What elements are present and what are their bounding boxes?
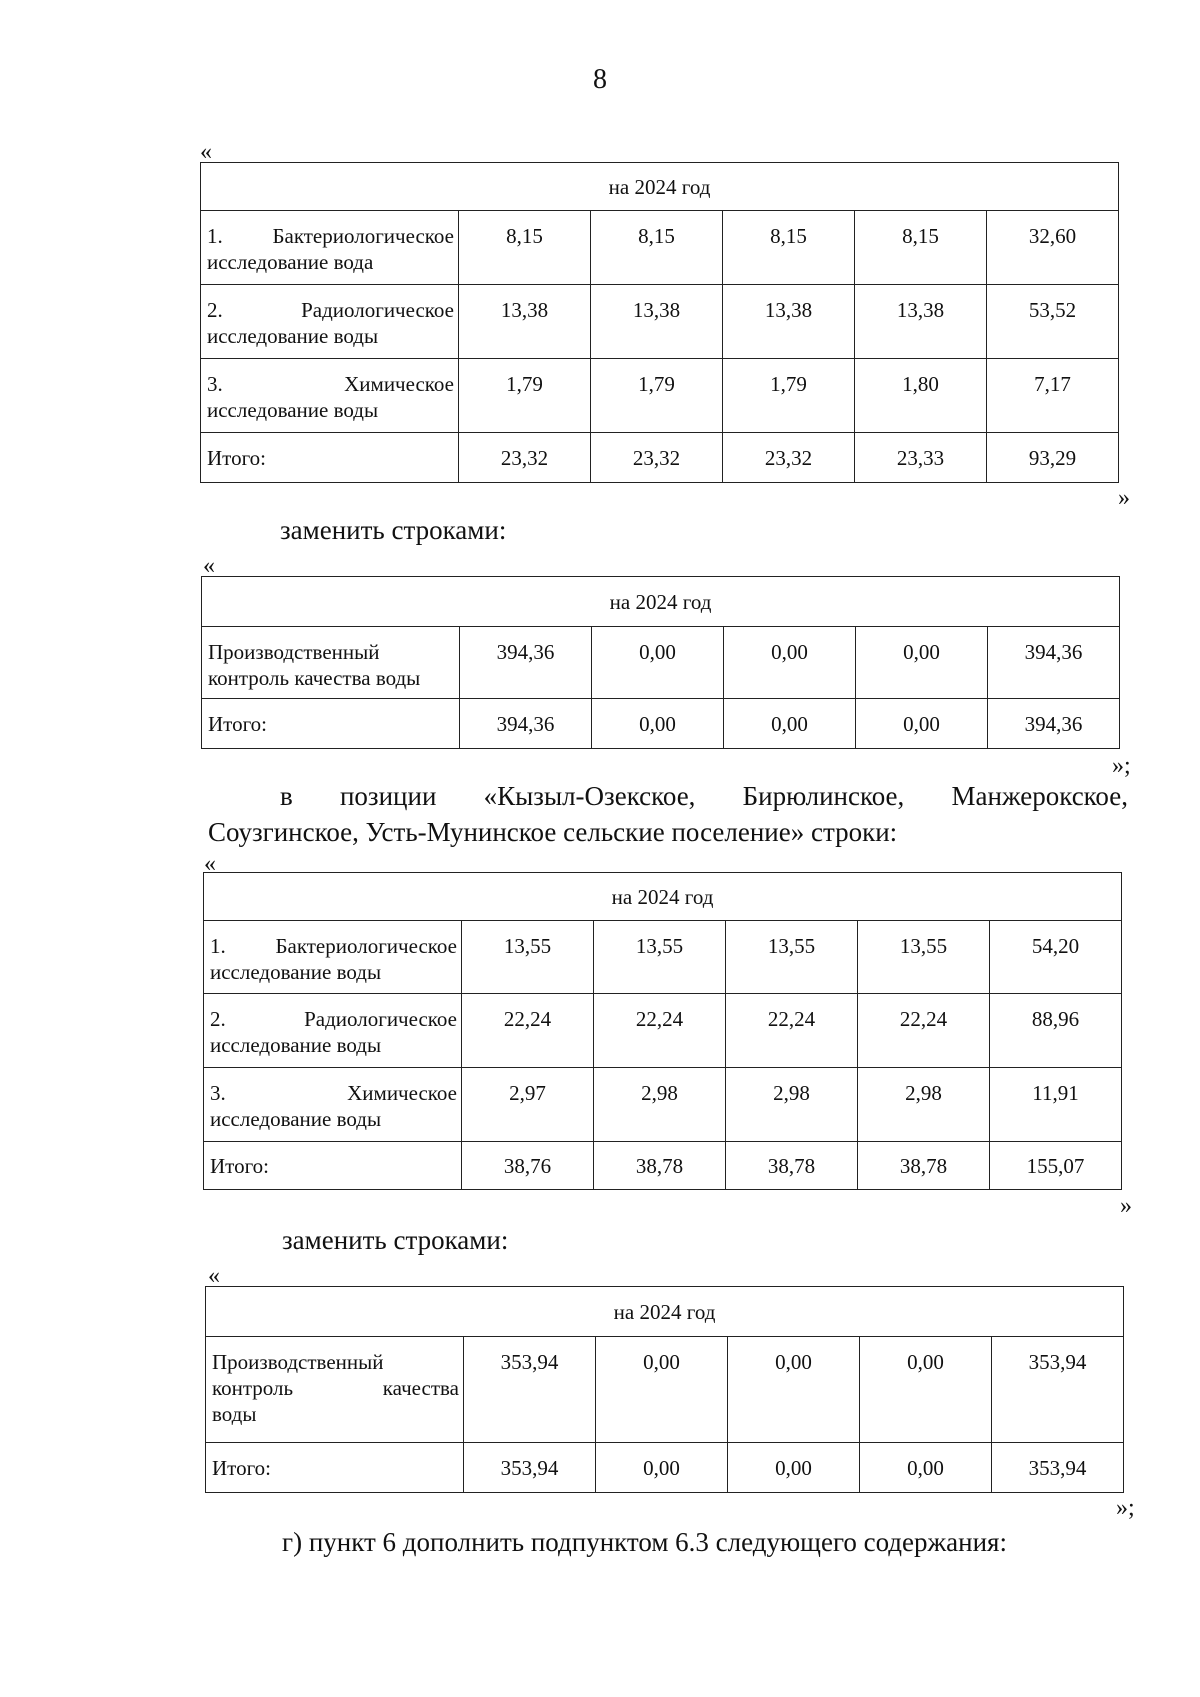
table-row	[202, 627, 1120, 699]
cell-value: 2,98	[726, 1068, 858, 1142]
opening-quote: «	[204, 851, 216, 877]
page-number: 8	[593, 64, 607, 95]
table-row	[201, 285, 1119, 359]
table-total-row	[204, 1142, 1122, 1190]
cell-value: 394,36	[460, 627, 592, 699]
table-header: на 2024 год	[204, 873, 1122, 921]
table-water-control-new-1	[201, 576, 1120, 749]
table-header: на 2024 год	[202, 577, 1120, 627]
total-value: 353,94	[464, 1443, 596, 1493]
total-value: 0,00	[860, 1443, 992, 1493]
cell-value: 1,79	[591, 359, 723, 433]
table-header: на 2024 год	[201, 163, 1119, 211]
cell-value: 353,94	[992, 1337, 1124, 1443]
row-name: 2. Радиологическое исследование воды	[204, 994, 462, 1068]
opening-quote: «	[200, 139, 212, 165]
cell-value: 0,00	[728, 1337, 860, 1443]
cell-value: 8,15	[723, 211, 855, 285]
cell-value: 2,98	[594, 1068, 726, 1142]
cell-value: 13,55	[726, 921, 858, 994]
table-row	[204, 921, 1122, 994]
cell-value: 1,79	[723, 359, 855, 433]
table-water-control-new-2	[205, 1286, 1124, 1493]
closing-quote: »	[1118, 485, 1130, 511]
total-label: Итого:	[202, 699, 460, 749]
cell-value: 13,55	[594, 921, 726, 994]
cell-value: 1,79	[459, 359, 591, 433]
cell-value: 394,36	[988, 627, 1120, 699]
total-value: 23,32	[723, 433, 855, 483]
table-header: на 2024 год	[206, 1287, 1124, 1337]
total-value: 23,32	[459, 433, 591, 483]
row-name: 3. Химическое исследование воды	[201, 359, 459, 433]
total-label: Итого:	[206, 1443, 464, 1493]
opening-quote: «	[208, 1263, 220, 1289]
row-name: 2. Радиологическое исследование воды	[201, 285, 459, 359]
row-name: Производственный контроль качества воды	[202, 627, 460, 699]
total-value: 38,78	[594, 1142, 726, 1190]
table-row	[204, 994, 1122, 1068]
cell-value: 8,15	[591, 211, 723, 285]
cell-value: 13,55	[462, 921, 594, 994]
cell-value: 1,80	[855, 359, 987, 433]
total-value: 353,94	[992, 1443, 1124, 1493]
cell-value: 13,55	[858, 921, 990, 994]
row-name: 1. Бактериологическое исследование воды	[204, 921, 462, 994]
cell-value: 53,52	[987, 285, 1119, 359]
table-row	[201, 359, 1119, 433]
cell-value: 22,24	[594, 994, 726, 1068]
table-row	[206, 1337, 1124, 1443]
total-value: 155,07	[990, 1142, 1122, 1190]
cell-value: 13,38	[855, 285, 987, 359]
cell-value: 32,60	[987, 211, 1119, 285]
cell-value: 8,15	[855, 211, 987, 285]
cell-value: 2,98	[858, 1068, 990, 1142]
subclause-instruction: г) пункт 6 дополнить подпунктом 6.3 следующего содержания:	[282, 1527, 1007, 1557]
cell-value: 22,24	[858, 994, 990, 1068]
total-value: 394,36	[988, 699, 1120, 749]
total-value: 0,00	[856, 699, 988, 749]
table-row	[201, 211, 1119, 285]
table-total-row	[201, 433, 1119, 483]
total-value: 38,78	[858, 1142, 990, 1190]
table-row	[204, 1068, 1122, 1142]
cell-value: 8,15	[459, 211, 591, 285]
total-value: 38,78	[726, 1142, 858, 1190]
cell-value: 0,00	[856, 627, 988, 699]
total-value: 23,33	[855, 433, 987, 483]
total-value: 23,32	[591, 433, 723, 483]
cell-value: 54,20	[990, 921, 1122, 994]
cell-value: 22,24	[726, 994, 858, 1068]
table-total-row	[206, 1443, 1124, 1493]
cell-value: 13,38	[723, 285, 855, 359]
cell-value: 13,38	[459, 285, 591, 359]
total-value: 93,29	[987, 433, 1119, 483]
cell-value: 88,96	[990, 994, 1122, 1068]
total-label: Итого:	[204, 1142, 462, 1190]
closing-quote: »	[1120, 1193, 1132, 1219]
closing-quote: »;	[1112, 753, 1131, 779]
cell-value: 13,38	[591, 285, 723, 359]
cell-value: 353,94	[464, 1337, 596, 1443]
cell-value: 0,00	[592, 627, 724, 699]
row-name: 1. Бактериологическое исследование вода	[201, 211, 459, 285]
total-value: 0,00	[596, 1443, 728, 1493]
cell-value: 0,00	[596, 1337, 728, 1443]
total-label: Итого:	[201, 433, 459, 483]
total-value: 0,00	[728, 1443, 860, 1493]
row-name: Производственный контроль качества воды	[206, 1337, 464, 1443]
cell-value: 7,17	[987, 359, 1119, 433]
cell-value: 11,91	[990, 1068, 1122, 1142]
total-value: 0,00	[724, 699, 856, 749]
cell-value: 22,24	[462, 994, 594, 1068]
cell-value: 2,97	[462, 1068, 594, 1142]
row-name: 3. Химическое исследование воды	[204, 1068, 462, 1142]
cell-value: 0,00	[724, 627, 856, 699]
total-value: 0,00	[592, 699, 724, 749]
cell-value: 0,00	[860, 1337, 992, 1443]
table-water-analysis-old-1	[200, 162, 1119, 483]
table-water-analysis-old-2	[203, 872, 1122, 1190]
total-value: 38,76	[462, 1142, 594, 1190]
position-instruction	[208, 778, 1128, 850]
position-instruction-line1: в позиции «Кызыл-Озекское, Бирюлинское, Манжерокское,	[280, 781, 1128, 811]
table-total-row	[202, 699, 1120, 749]
replace-instruction: заменить строками:	[280, 515, 507, 545]
total-value: 394,36	[460, 699, 592, 749]
position-instruction-line2: Соузгинское, Усть-Мунинское сельские поселение» строки:	[208, 817, 898, 847]
replace-instruction: заменить строками:	[282, 1225, 509, 1255]
opening-quote: «	[203, 553, 215, 579]
closing-quote: »;	[1116, 1495, 1135, 1521]
